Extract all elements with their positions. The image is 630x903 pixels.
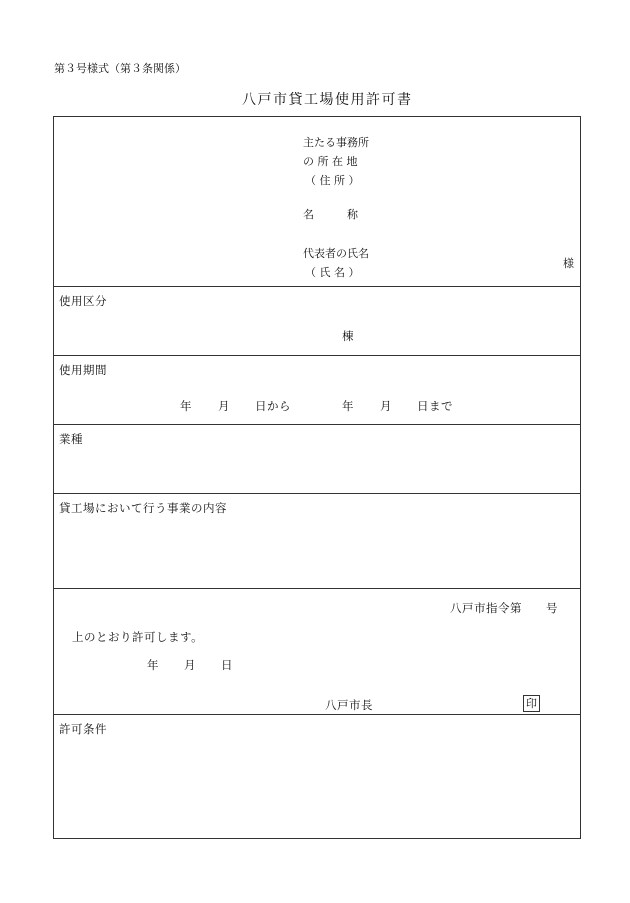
period-day-from: 日から	[255, 399, 291, 413]
approval-day: 日	[221, 658, 233, 672]
honorific: 様	[563, 257, 574, 270]
approval-month: 月	[184, 658, 196, 672]
representative-label: 代表者の氏名	[303, 247, 369, 260]
row-divider	[53, 588, 581, 589]
row-divider	[53, 714, 581, 715]
location-label: の 所 在 地	[303, 155, 358, 168]
period-month-from: 月	[218, 399, 230, 413]
directive-number: 八戸市指令第 号	[450, 601, 558, 615]
seal-stamp: 印	[523, 695, 540, 712]
row-divider	[53, 286, 581, 287]
business-content-label: 貸工場において行う事業の内容	[59, 501, 227, 515]
form-title: 八戸市貸工場使用許可書	[242, 92, 413, 108]
period-year-from: 年	[180, 399, 192, 413]
representative-name-label: （ 氏 名 ）	[305, 266, 360, 279]
period-day-to: 日まで	[417, 399, 453, 413]
building-unit: 棟	[342, 329, 354, 343]
form-number: 第３号様式（第３条関係）	[54, 62, 186, 75]
row-divider	[53, 355, 581, 356]
row-divider	[53, 493, 581, 494]
form-table	[53, 116, 581, 839]
period-month-to: 月	[380, 399, 392, 413]
name-label: 名 称	[303, 208, 358, 221]
period-year-to: 年	[342, 399, 354, 413]
approval-year: 年	[147, 658, 159, 672]
address-label: （ 住 所 ）	[305, 174, 360, 187]
approval-statement: 上のとおり許可します。	[72, 630, 204, 644]
permit-conditions-label: 許可条件	[59, 722, 107, 736]
usage-period-label: 使用期間	[59, 363, 107, 377]
mayor-title: 八戸市長	[325, 698, 373, 712]
office-label: 主たる事務所	[303, 136, 369, 149]
usage-division-label: 使用区分	[59, 294, 107, 308]
industry-label: 業種	[59, 432, 83, 446]
row-divider	[53, 424, 581, 425]
